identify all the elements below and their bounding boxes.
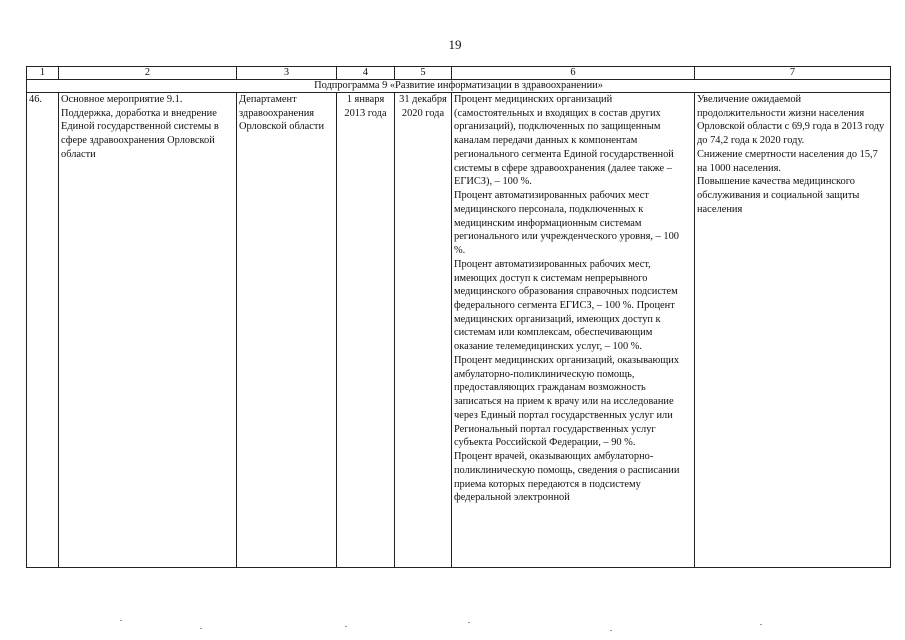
col-number-7: 7 — [695, 67, 891, 80]
row-number: 46. — [27, 93, 59, 568]
indicator-paragraph: Процент врачей, оказывающих амбулаторно-поликлиническую помощь, сведения о расписании приема которых передаются в подсистему федеральной электронной — [454, 451, 680, 504]
program-table — [26, 66, 891, 568]
activity-cell: Основное мероприятие 9.1. Поддержка, доработка и внедрение Единой государственной системы в сфере здравоохранения Орловской области — [59, 93, 237, 568]
executor-cell: Департамент здравоохранения Орловской области — [237, 93, 337, 568]
col-number-3: 3 — [237, 67, 337, 80]
col-number-4: 4 — [337, 67, 395, 80]
indicator-paragraph: Процент медицинских организаций, оказывающих амбулаторно-поликлиническую помощь, предоставляющих гражданам возможность записаться на прием к врачу или на исследование через Единый портал государственных услуг или Региональный портал государственных услуг субъекта Российской Федерации, – 90 %. — [454, 354, 680, 449]
indicator-paragraph: Процент медицинских организаций (самостоятельных и входящих в состав других организаций), подключенных по защищенным каналам передачи данных к компонентам регионального сегмента Единой государственной системы в сфере здравоохранения (далее также – ЕГИСЗ), – 100 %. — [454, 94, 674, 188]
start-date-cell: 1 января 2013 года — [337, 93, 395, 568]
column-number-row — [27, 67, 891, 80]
indicators-cell — [452, 93, 695, 568]
table-row — [27, 93, 891, 568]
page-number: 19 — [448, 37, 462, 52]
scan-speck — [610, 630, 612, 631]
col-number-6: 6 — [452, 67, 695, 80]
scan-speck — [120, 620, 122, 621]
indicator-paragraph: Процент автоматизированных рабочих мест, имеющих доступ к системам непрерывного медицинского образования справочных подсистем федерального сегмента ЕГИСЗ, – 100 %. Процент медицинских организаций, имеющих доступ к системам или комплексам, обеспечивающим оказание телемедицинских услуг, – 100 %. — [454, 258, 678, 353]
scan-speck — [200, 628, 202, 629]
end-date-cell: 31 декабря 2020 года — [395, 93, 452, 568]
col-number-2: 2 — [59, 67, 237, 80]
col-number-1: 1 — [27, 67, 59, 80]
result-paragraph: Увеличение ожидаемой продолжительности жизни населения Орловской области с 69,9 года в 2013 году до 74,2 года к 2020 году. — [697, 94, 885, 147]
result-paragraph: Повышение качества медицинского обслуживания и социальной защиты населения — [697, 176, 860, 215]
scan-speck — [468, 622, 470, 623]
subprogram-title: Подпрограмма 9 «Развитие информатизации в здравоохранении» — [27, 80, 891, 93]
scan-speck — [345, 626, 347, 627]
result-paragraph: Снижение смертности населения до 15,7 на 1000 населения. — [697, 148, 878, 174]
col-number-5: 5 — [395, 67, 452, 80]
scan-speck — [760, 624, 762, 625]
indicator-paragraph: Процент автоматизированных рабочих мест медицинского персонала, подключенных к медицинским информационным системам регионального или учрежденческого уровня, – 100 %. — [454, 190, 679, 257]
subprogram-row — [27, 80, 891, 93]
results-cell — [695, 93, 891, 568]
